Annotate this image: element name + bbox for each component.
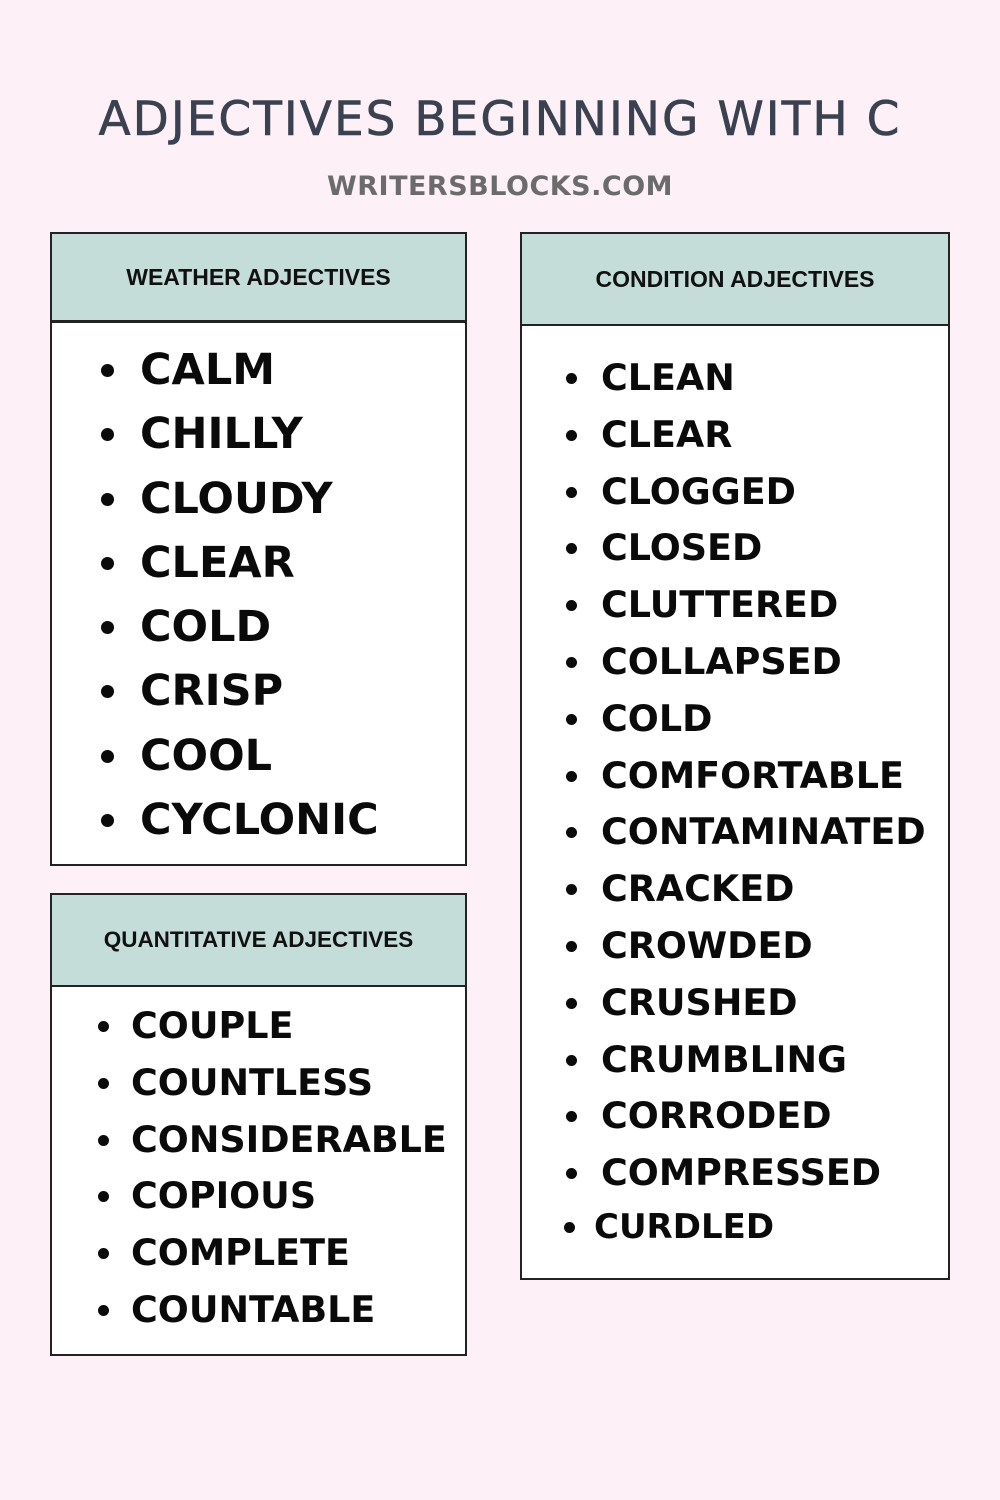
list-item: CRISP [101,659,379,723]
list-item: CLEAR [101,531,379,595]
list-item: CYCLONIC [101,788,379,852]
list-item: COOL [101,724,379,788]
list-item: COLD [101,595,379,659]
list-item: COLD [566,691,926,748]
condition-card-heading: CONDITION ADJECTIVES [522,234,948,326]
list-item: CORRODED [566,1088,926,1145]
list-item: COUNTABLE [98,1282,447,1339]
list-item: COMPLETE [98,1225,447,1282]
list-item: CRACKED [566,861,926,918]
list-item: CHILLY [101,402,379,466]
list-item: CALM [101,338,379,402]
list-item: COLLAPSED [566,634,926,691]
list-item: COUPLE [98,998,447,1055]
quantitative-card-heading: QUANTITATIVE ADJECTIVES [52,895,465,987]
list-item: CURDLED [564,1202,926,1252]
list-item: CLUTTERED [566,577,926,634]
list-item: CLOSED [566,520,926,577]
page-title: ADJECTIVES BEGINNING WITH C [98,92,902,147]
list-item: COMFORTABLE [566,748,926,805]
site-name: WRITERSBLOCKS.COM [326,171,674,202]
quantitative-word-list [98,998,447,1339]
weather-card-heading: WEATHER ADJECTIVES [52,234,465,323]
list-item: CLOUDY [101,467,379,531]
list-item: COPIOUS [98,1168,447,1225]
list-item: COUNTLESS [98,1055,447,1112]
list-item: COMPRESSED [566,1145,926,1202]
weather-word-list [101,338,379,852]
list-item: CONTAMINATED [566,804,926,861]
list-item: CLOGGED [566,464,926,521]
list-item: CRUMBLING [566,1032,926,1089]
list-item: CROWDED [566,918,926,975]
list-item: CLEAR [566,407,926,464]
list-item: CRUSHED [566,975,926,1032]
list-item: CLEAN [566,350,926,407]
condition-word-list [566,350,926,1252]
list-item: CONSIDERABLE [98,1112,447,1169]
